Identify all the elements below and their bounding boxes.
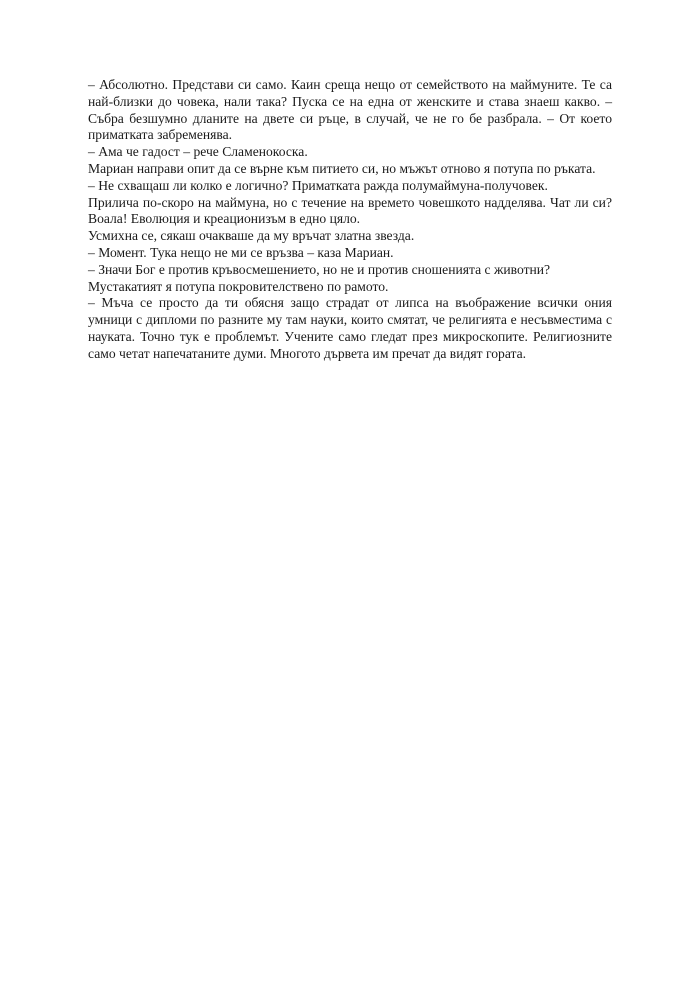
paragraph-8: – Значи Бог е против кръвосмешението, но не и против сношенията с животни?	[88, 261, 551, 277]
paragraph-3: Мариан направи опит да се върне към питието си, но мъжът отново я потупа по ръката.	[88, 160, 596, 176]
paragraph-1: – Абсолютно. Представи си само. Каин среща нещо от семейството на маймуните. Те са най-близки до човека, нали така? Пуска се на една от женските и става знаеш какво. – Събра безшумно дланите на двете си ръце, в случай, че не го бе разбрала. – От което приматката забременява.	[88, 77, 612, 143]
paragraph-2: – Ама че гадост – рече Сламенокоска.	[88, 144, 308, 160]
paragraph-9: Мустакатият я потупа покровителствено по рамото.	[88, 278, 389, 294]
paragraph-7: – Момент. Тука нещо не ми се връзва – каза Мариан.	[88, 244, 394, 260]
paragraph-5: Прилича по-скоро на маймуна, но с течение на времето човешкото надделява. Чат ли си? Воала! Еволюция и креационизъм в едно цяло.	[88, 194, 612, 227]
paragraph-10: – Мъча се просто да ти обясня защо страдат от липса на въображение всички ония умници с дипломи по разните му там науки, които смятат, че религията е несъвместима с науката. Точно тук е проблемът. Учените само гледат през микроскопите. Религиозните само четат напечатаните думи. Многото дървета им пречат да видят гората.	[88, 295, 612, 361]
body-text	[88, 77, 612, 363]
paragraph-6: Усмихна се, сякаш очакваше да му връчат златна звезда.	[88, 228, 415, 244]
paragraph-4: – Не схващаш ли колко е логично? Приматката ражда полумаймуна-получовек.	[88, 177, 548, 193]
